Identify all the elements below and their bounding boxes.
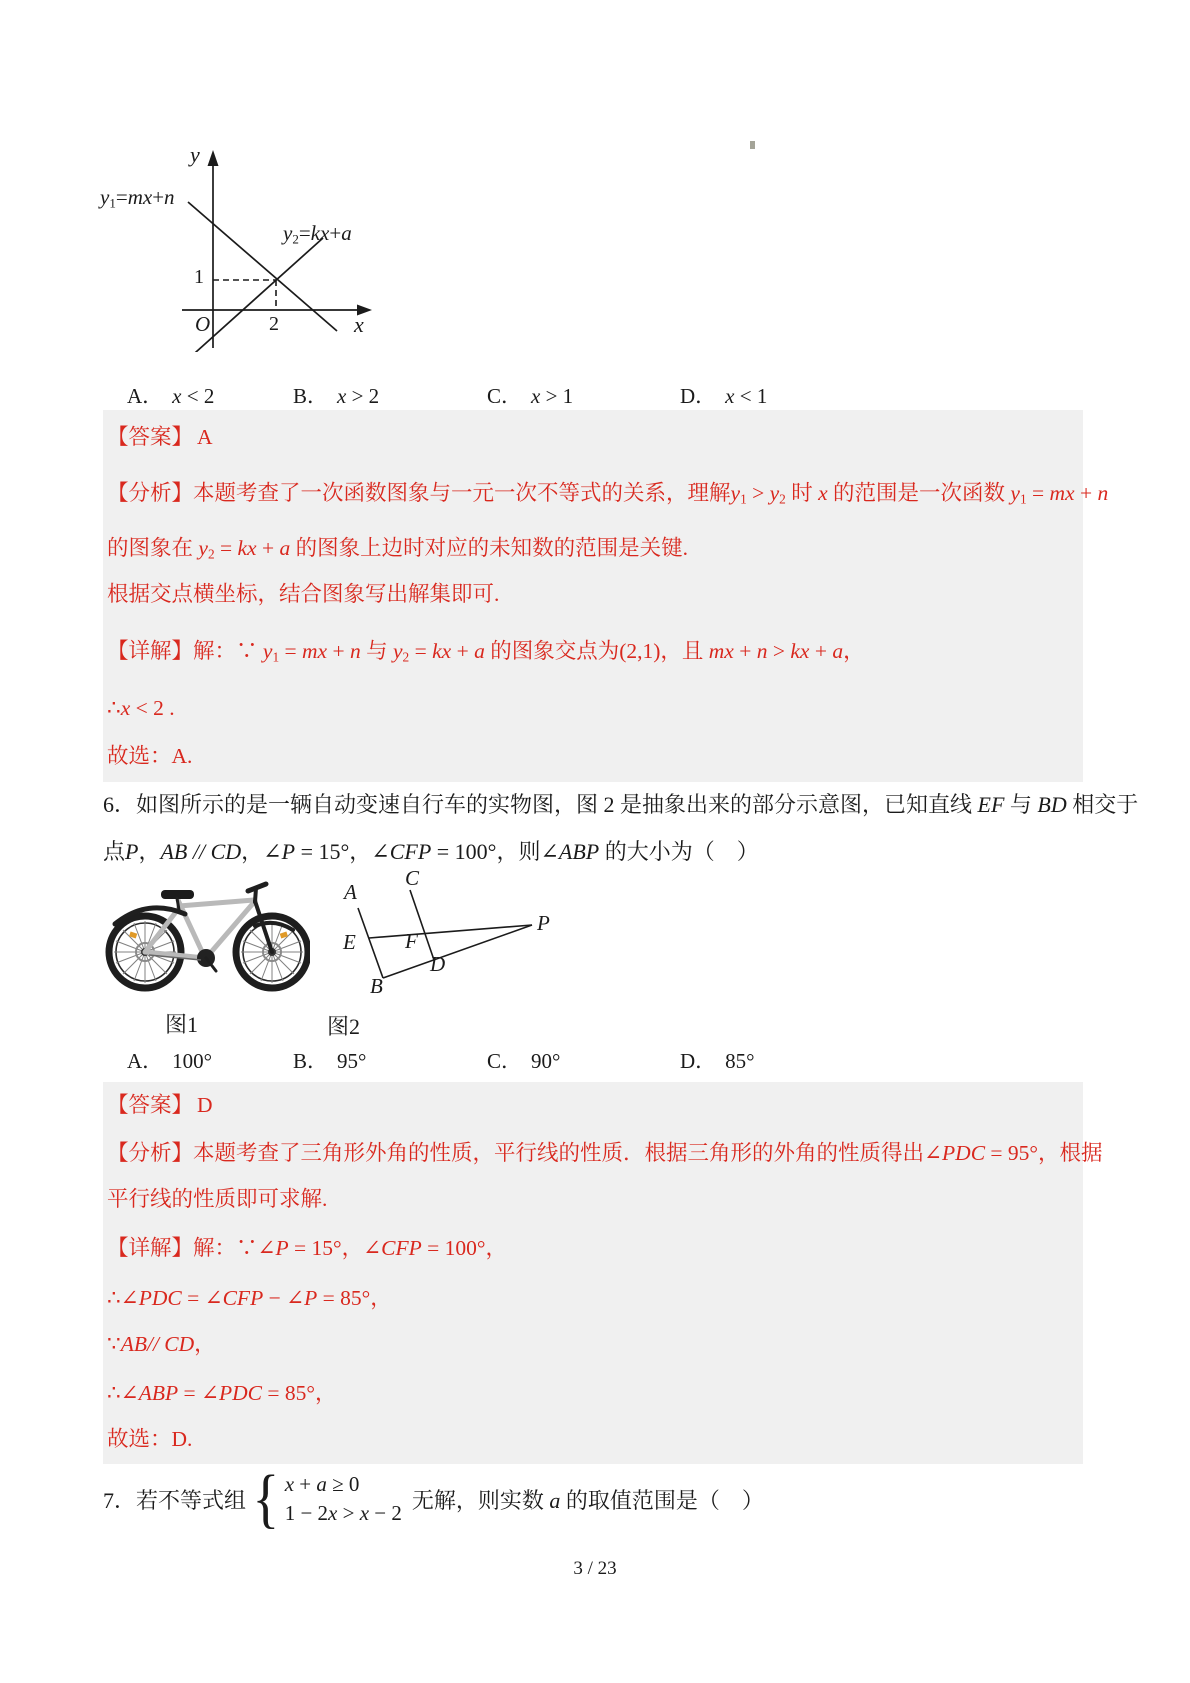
q5-detail-line-1: 【详解】解：∵ y1 = mx + n 与 y2 = kx + a 的图象交点为(2,1)，且 mx + n > kx + a， [107, 639, 865, 665]
q6-options-row [103, 1045, 1123, 1075]
answer-value: D [197, 1093, 213, 1117]
q7-suffix: 无解，则实数 a 的取值范围是（ ） [411, 1487, 764, 1513]
point-label-B: B [370, 974, 383, 998]
page-number: 3 / 23 [573, 1558, 617, 1579]
x-axis-label: x [354, 312, 364, 337]
bicycle-photo [105, 872, 310, 996]
handlebar-stem [255, 888, 256, 902]
y-axis-label: y [190, 142, 200, 167]
y1-equation-label: y1=mx+n [100, 185, 175, 211]
q6-option-c: C． 90° [487, 1049, 561, 1073]
q5-option-b: B． x > 2 [293, 384, 380, 408]
y-axis-arrow [208, 150, 219, 166]
point-label-F: F [405, 929, 418, 953]
q7-stem [103, 1462, 764, 1536]
q6-answer-line [107, 1092, 213, 1119]
q5-option-a: A． x < 2 [127, 384, 215, 408]
q5-analysis-line-3: 根据交点横坐标，结合图象写出解集即可. [107, 582, 500, 606]
q6-detail-line-4: ∴∠ABP = ∠PDC = 85°， [107, 1381, 337, 1405]
segment-EP [369, 925, 532, 938]
inequality-line-2: 1 − 2x > x − 2 [284, 1500, 402, 1525]
figure1-caption: 图1 [165, 1012, 199, 1037]
figure2-caption: 图2 [327, 1014, 361, 1039]
q5-graph-figure [100, 140, 380, 352]
q5-analysis-line-1: 【分析】本题考查了一次函数图象与一元一次不等式的关系，理解y1 > y2 时 x 的范围是一次函数 y1 = mx + n [107, 481, 1109, 507]
seat-post [177, 898, 179, 910]
q6-option-d: D． 85° [680, 1049, 755, 1073]
point-label-D: D [430, 952, 446, 976]
segment-AB [358, 908, 383, 978]
answer-value: A [197, 425, 213, 449]
q6-stem-line-1: 6．如图所示的是一辆自动变速自行车的实物图，图 2 是抽象出来的部分示意图，已知直线 EF 与 BD 相交于 [103, 792, 1139, 817]
x-tick-2: 2 [269, 313, 279, 335]
answer-label: 【答案】 [107, 425, 194, 449]
q5-answer-line [107, 424, 213, 451]
point-label-E: E [343, 930, 356, 954]
q5-detail-line-2: ∴x < 2 . [107, 696, 175, 720]
front-fender [255, 923, 293, 930]
q6-detail-line-3: ∵AB// CD， [107, 1332, 216, 1356]
q5-options-row [103, 380, 1123, 410]
q6-analysis-line-2: 平行线的性质即可求解. [107, 1187, 328, 1211]
inequality-line-1: x + a ≥ 0 [284, 1472, 360, 1497]
origin-label: O [195, 312, 211, 336]
q6-detail-line-1: 【详解】解：∵∠P = 15°，∠CFP = 100°， [107, 1236, 507, 1260]
bicycle-svg [105, 872, 310, 996]
q5-option-d: D． x < 1 [680, 384, 768, 408]
point-label-A: A [344, 880, 357, 904]
q5-detail-line-3: 故选：A. [107, 744, 193, 768]
q6-detail-line-2: ∴∠PDC = ∠CFP − ∠P = 85°， [107, 1286, 392, 1310]
y2-equation-label: y2=kx+a [283, 221, 352, 247]
y-tick-1: 1 [194, 266, 204, 288]
point-label-C: C [405, 866, 420, 890]
q6-detail-line-5: 故选：D. [107, 1427, 193, 1451]
q5-option-c: C． x > 1 [487, 384, 574, 408]
answer-label: 【答案】 [107, 1093, 194, 1117]
q6-stem-line-2: 点P，AB // CD，∠P = 15°，∠CFP = 100°，则∠ABP 的大小为（ ） [103, 839, 759, 864]
q6-option-a: A． 100° [127, 1049, 213, 1073]
q7-prefix: 7．若不等式组 [103, 1487, 247, 1513]
q5-analysis-line-2: 的图象在 y2 = kx + a 的图象上边时对应的未知数的范围是关键. [107, 536, 688, 562]
inequality-system [285, 1472, 402, 1525]
point-label-P: P [537, 911, 550, 935]
scan-artifact-dot [750, 141, 755, 149]
q6-option-b: B． 95° [293, 1049, 367, 1073]
geometry-figure [320, 868, 560, 998]
q6-analysis-line-1: 【分析】本题考查了三角形外角的性质，平行线的性质．根据三角形的外角的性质得出∠PDC = 95°，根据 [107, 1141, 1103, 1165]
system-brace: { [252, 1462, 280, 1536]
